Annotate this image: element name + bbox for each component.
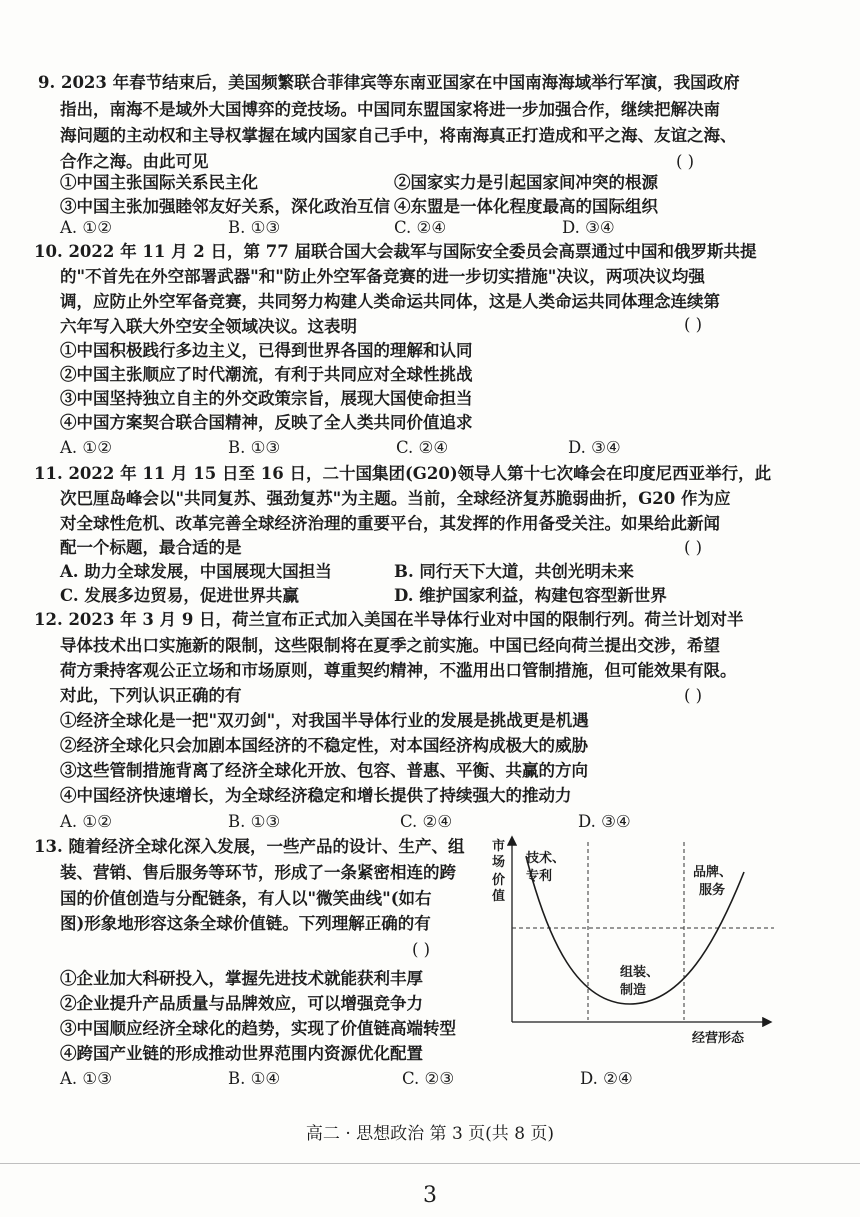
choice-a: A. 助力全球发展，中国展现大国担当: [60, 562, 332, 581]
choice-d: D. ③④: [578, 812, 631, 831]
question-10-line-3: 调，应防止外空军备竞赛，共同努力构建人类命运共同体，这是人类命运共同体理念连续第: [60, 292, 720, 311]
choice-a: A. ①③: [60, 1069, 112, 1088]
option-2: ②经济全球化只会加剧本国经济的不稳定性，对本国经济构成极大的威胁: [60, 736, 588, 755]
choice-c: C. ②④: [400, 812, 453, 831]
y-axis-label-char: 价: [492, 873, 506, 888]
footer-divider: [0, 1163, 860, 1164]
choice-c: C. ②④: [396, 438, 449, 457]
answer-blank: ( ): [684, 315, 703, 334]
x-axis-label: 经营形态: [692, 1031, 745, 1046]
option-4: ④中国方案契合联合国精神，反映了全人类共同价值追求: [60, 413, 473, 432]
right-label-2: 服务: [699, 883, 726, 898]
left-label-1: 技术、: [526, 851, 566, 866]
page-number: 3: [423, 1183, 437, 1208]
option-2: ②国家实力是引起国家间冲突的根源: [394, 173, 658, 192]
question-10-line-1: 10. 2022 年 11 月 2 日，第 77 届联合国大会裁军与国际安全委员会高票通过中国和俄罗斯共提: [34, 242, 757, 261]
bottom-label-2: 制造: [620, 983, 647, 998]
answer-blank: ( ): [676, 152, 695, 171]
y-axis-label: [491, 838, 505, 904]
choice-b: B. ①③: [228, 438, 281, 457]
answer-blank: ( ): [684, 686, 703, 705]
bottom-label-1: 组装、: [620, 965, 660, 980]
option-3: ③中国顺应经济全球化的趋势，实现了价值链高端转型: [60, 1019, 456, 1038]
choice-d: D. ③④: [568, 438, 621, 457]
choice-b: B. ①③: [228, 218, 281, 237]
question-11-line-2: 次巴厘岛峰会以"共同复苏、强劲复苏"为主题。当前，全球经济复苏脆弱曲折，G20 作为应: [60, 489, 731, 508]
choice-d: D. ③④: [562, 218, 615, 237]
choice-d: D. ②④: [580, 1069, 633, 1088]
choice-a: A. ①②: [60, 438, 112, 457]
option-4: ④中国经济快速增长，为全球经济稳定和增长提供了持续强大的推动力: [60, 786, 572, 805]
question-9-line-2: 指出，南海不是域外大国博弈的竞技场。中国同东盟国家将进一步加强合作，继续把解决南: [60, 100, 720, 119]
y-axis-label-char: 场: [492, 855, 506, 870]
option-3: ③中国主张加强睦邻友好关系，深化政治互信: [60, 197, 390, 216]
question-9-line-4: 合作之海。由此可见: [60, 152, 209, 171]
question-11-line-4: 配一个标题，最合适的是: [60, 538, 242, 557]
question-13-line-4: 图)形象地形容这条全球价值链。下列理解正确的有: [60, 914, 431, 933]
page-footer: 高二 · 思想政治 第 3 页(共 8 页): [305, 1124, 555, 1144]
answer-blank: ( ): [684, 538, 703, 557]
question-9-line-1: 9. 2023 年春节结束后，美国频繁联合菲律宾等东南亚国家在中国南海海域举行军演，我国政府: [38, 73, 740, 92]
option-1: ①中国积极践行多边主义，已得到世界各国的理解和认同: [60, 341, 473, 360]
question-10-line-4: 六年写入联大外空安全领域决议。这表明: [60, 317, 357, 336]
question-10-line-2: 的"不首先在外空部署武器"和"防止外空军备竞赛的进一步切实措施"决议，两项决议均强: [60, 267, 705, 286]
question-13-line-2: 装、营销、售后服务等环节，形成了一条紧密相连的跨: [60, 863, 456, 882]
choice-a: A. ①②: [60, 218, 112, 237]
question-12-line-2: 导体技术出口实施新的限制，这些限制将在夏季之前实施。中国已经向荷兰提出交涉，希望: [60, 636, 720, 655]
question-12-line-3: 荷方秉持客观公正立场和市场原则，尊重契约精神，不滥用出口管制措施，但可能效果有限。: [60, 661, 737, 680]
question-12-line-4: 对此，下列认识正确的有: [60, 686, 242, 705]
option-2: ②中国主张顺应了时代潮流，有利于共同应对全球性挑战: [60, 365, 473, 384]
choice-c: C. ②④: [394, 218, 447, 237]
choice-c: C. ②③: [402, 1069, 455, 1088]
y-axis-label-char: 值: [492, 889, 506, 904]
option-3: ③中国坚持独立自主的外交政策宗旨，展现大国使命担当: [60, 389, 473, 408]
option-1: ①经济全球化是一把"双刃剑"，对我国半导体行业的发展是挑战更是机遇: [60, 711, 589, 730]
question-9-line-3: 海问题的主动权和主导权掌握在域内国家自己手中，将南海真正打造成和平之海、友谊之海、: [60, 126, 737, 145]
right-label-1: 品牌、: [693, 865, 733, 880]
choice-a: A. ①②: [60, 812, 112, 831]
option-3: ③这些管制措施背离了经济全球化开放、包容、普惠、平衡、共赢的方向: [60, 761, 588, 780]
option-4: ④跨国产业链的形成推动世界范围内资源优化配置: [60, 1044, 423, 1063]
left-label-2: 专利: [526, 869, 553, 884]
question-11-line-1: 11. 2022 年 11 月 15 日至 16 日，二十国集团(G20)领导人第十七次峰会在印度尼西亚举行，此: [34, 464, 772, 483]
choice-b: B. ①③: [228, 812, 281, 831]
choice-b: B. ①④: [228, 1069, 281, 1088]
question-13-line-3: 国的价值创造与分配链条，有人以"微笑曲线"(如右: [60, 889, 432, 908]
y-axis-label-char: 市: [492, 839, 506, 854]
question-12-line-1: 12. 2023 年 3 月 9 日，荷兰宣布正式加入美国在半导体行业对中国的限制行列。荷兰计划对半: [34, 610, 744, 629]
answer-blank: ( ): [412, 940, 431, 959]
option-1: ①企业加大科研投入，掌握先进技术就能获利丰厚: [60, 969, 423, 988]
choice-b: B. 同行天下大道，共创光明未来: [394, 562, 634, 581]
option-4: ④东盟是一体化程度最高的国际组织: [394, 197, 658, 216]
option-1: ①中国主张国际关系民主化: [60, 173, 258, 192]
question-13-line-1: 13. 随着经济全球化深入发展，一些产品的设计、生产、组: [34, 837, 465, 856]
option-2: ②企业提升产品质量与品牌效应，可以增强竞争力: [60, 994, 423, 1013]
smile-curve-figure: [478, 832, 778, 1048]
choice-d: D. 维护国家利益，构建包容型新世界: [394, 586, 667, 605]
question-11-line-3: 对全球性危机、改革完善全球经济治理的重要平台，其发挥的作用备受关注。如果给此新闻: [60, 514, 720, 533]
choice-c: C. 发展多边贸易，促进世界共赢: [60, 586, 299, 605]
